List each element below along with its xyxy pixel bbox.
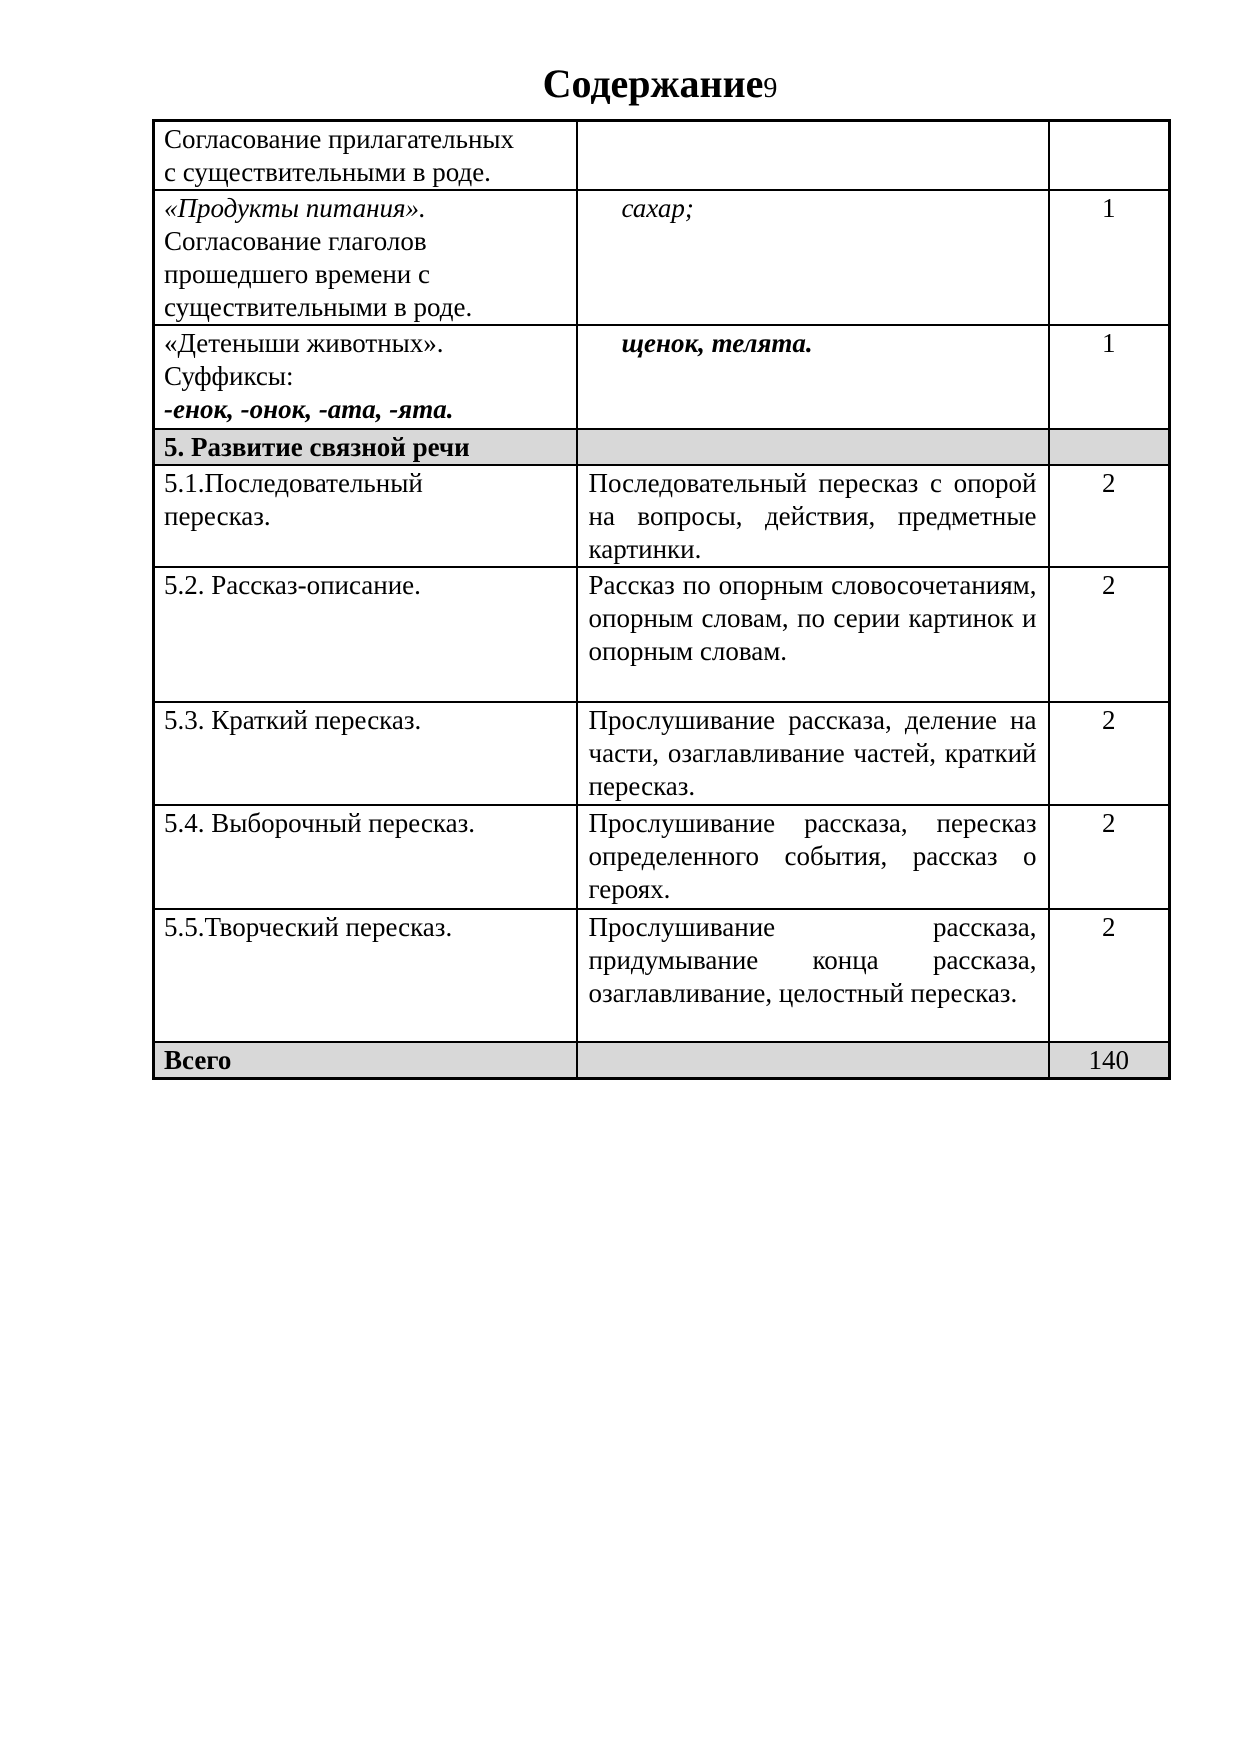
- detail-cell: [577, 567, 1049, 702]
- detail-cell: [577, 805, 1049, 909]
- topic-line: 5.1.Последовательный: [164, 468, 423, 498]
- topic-line: пересказ.: [164, 501, 271, 531]
- detail-cell: [577, 429, 1049, 465]
- total-row: [154, 1042, 1170, 1079]
- topic-cell: 5.5.Творческий пересказ.: [154, 909, 577, 1042]
- hours-cell: 2: [1049, 909, 1170, 1042]
- table-row: [154, 567, 1170, 702]
- section-header-row: [154, 429, 1170, 465]
- topic-line: Согласование прилагательных: [164, 124, 515, 154]
- topic-title: «Продукты питания».: [164, 193, 426, 223]
- hours-cell: 2: [1049, 702, 1170, 805]
- topic-line: Согласование глаголов: [164, 226, 427, 256]
- topic-cell: 5.4. Выборочный пересказ.: [154, 805, 577, 909]
- description-text: Прослушивание рассказа, пересказ определенного события, рассказ о героях.: [588, 808, 1037, 904]
- detail-cell: [577, 909, 1049, 1042]
- detail-cell: [577, 325, 1049, 429]
- contents-table: [152, 119, 1171, 1080]
- description-text: Прослушивание рассказа, деление на части, озаглавливание частей, краткий пересказ.: [588, 705, 1037, 801]
- suffix-list: -енок, -онок, -ата, -ята.: [164, 394, 454, 424]
- table-row: [154, 121, 1170, 191]
- topic-cell: 5.2. Рассказ-описание.: [154, 567, 577, 702]
- topic-line: «Детеныши животных».: [164, 328, 444, 358]
- hours-cell: 1: [1049, 190, 1170, 325]
- topic-line: существительными в роде.: [164, 292, 473, 322]
- description-text: Последовательный пересказ с опорой на вопросы, действия, предметные картинки.: [588, 468, 1037, 564]
- hours-cell: 2: [1049, 805, 1170, 909]
- detail-cell: [577, 465, 1049, 567]
- title-page-number: 9: [763, 73, 778, 104]
- detail-cell: [577, 190, 1049, 325]
- topic-cell: [154, 121, 577, 191]
- hours-cell: [1049, 429, 1170, 465]
- hours-cell: 1: [1049, 325, 1170, 429]
- total-hours-cell: 140: [1049, 1042, 1170, 1079]
- example-words: щенок, телята.: [621, 328, 813, 358]
- example-words: сахар;: [621, 193, 694, 223]
- detail-cell: [577, 1042, 1049, 1079]
- topic-line: Суффиксы:: [164, 361, 294, 391]
- detail-cell: [577, 121, 1049, 191]
- title-text: Содержание: [542, 61, 764, 106]
- total-label-cell: Всего: [154, 1042, 577, 1079]
- topic-line: с существительными в роде.: [164, 157, 491, 187]
- topic-cell: [154, 325, 577, 429]
- description-text: Прослушивание рассказа, придумывание конца рассказа, озаглавливание, целостный пересказ.: [588, 912, 1037, 1008]
- table-row: [154, 190, 1170, 325]
- description-text: Рассказ по опорным словосочетаниям, опорным словам, по серии картинок и опорным словам.: [588, 570, 1037, 666]
- table-row: [154, 465, 1170, 567]
- hours-cell: 2: [1049, 567, 1170, 702]
- page-title: [152, 0, 1168, 111]
- topic-line: прошедшего времени с: [164, 259, 430, 289]
- hours-cell: 2: [1049, 465, 1170, 567]
- table-row: [154, 909, 1170, 1042]
- hours-cell: [1049, 121, 1170, 191]
- detail-cell: [577, 702, 1049, 805]
- topic-cell: [154, 190, 577, 325]
- table-row: [154, 325, 1170, 429]
- section-label-cell: 5. Развитие связной речи: [154, 429, 577, 465]
- topic-cell: [154, 465, 577, 567]
- topic-cell: 5.3. Краткий пересказ.: [154, 702, 577, 805]
- table-row: [154, 805, 1170, 909]
- table-row: [154, 702, 1170, 805]
